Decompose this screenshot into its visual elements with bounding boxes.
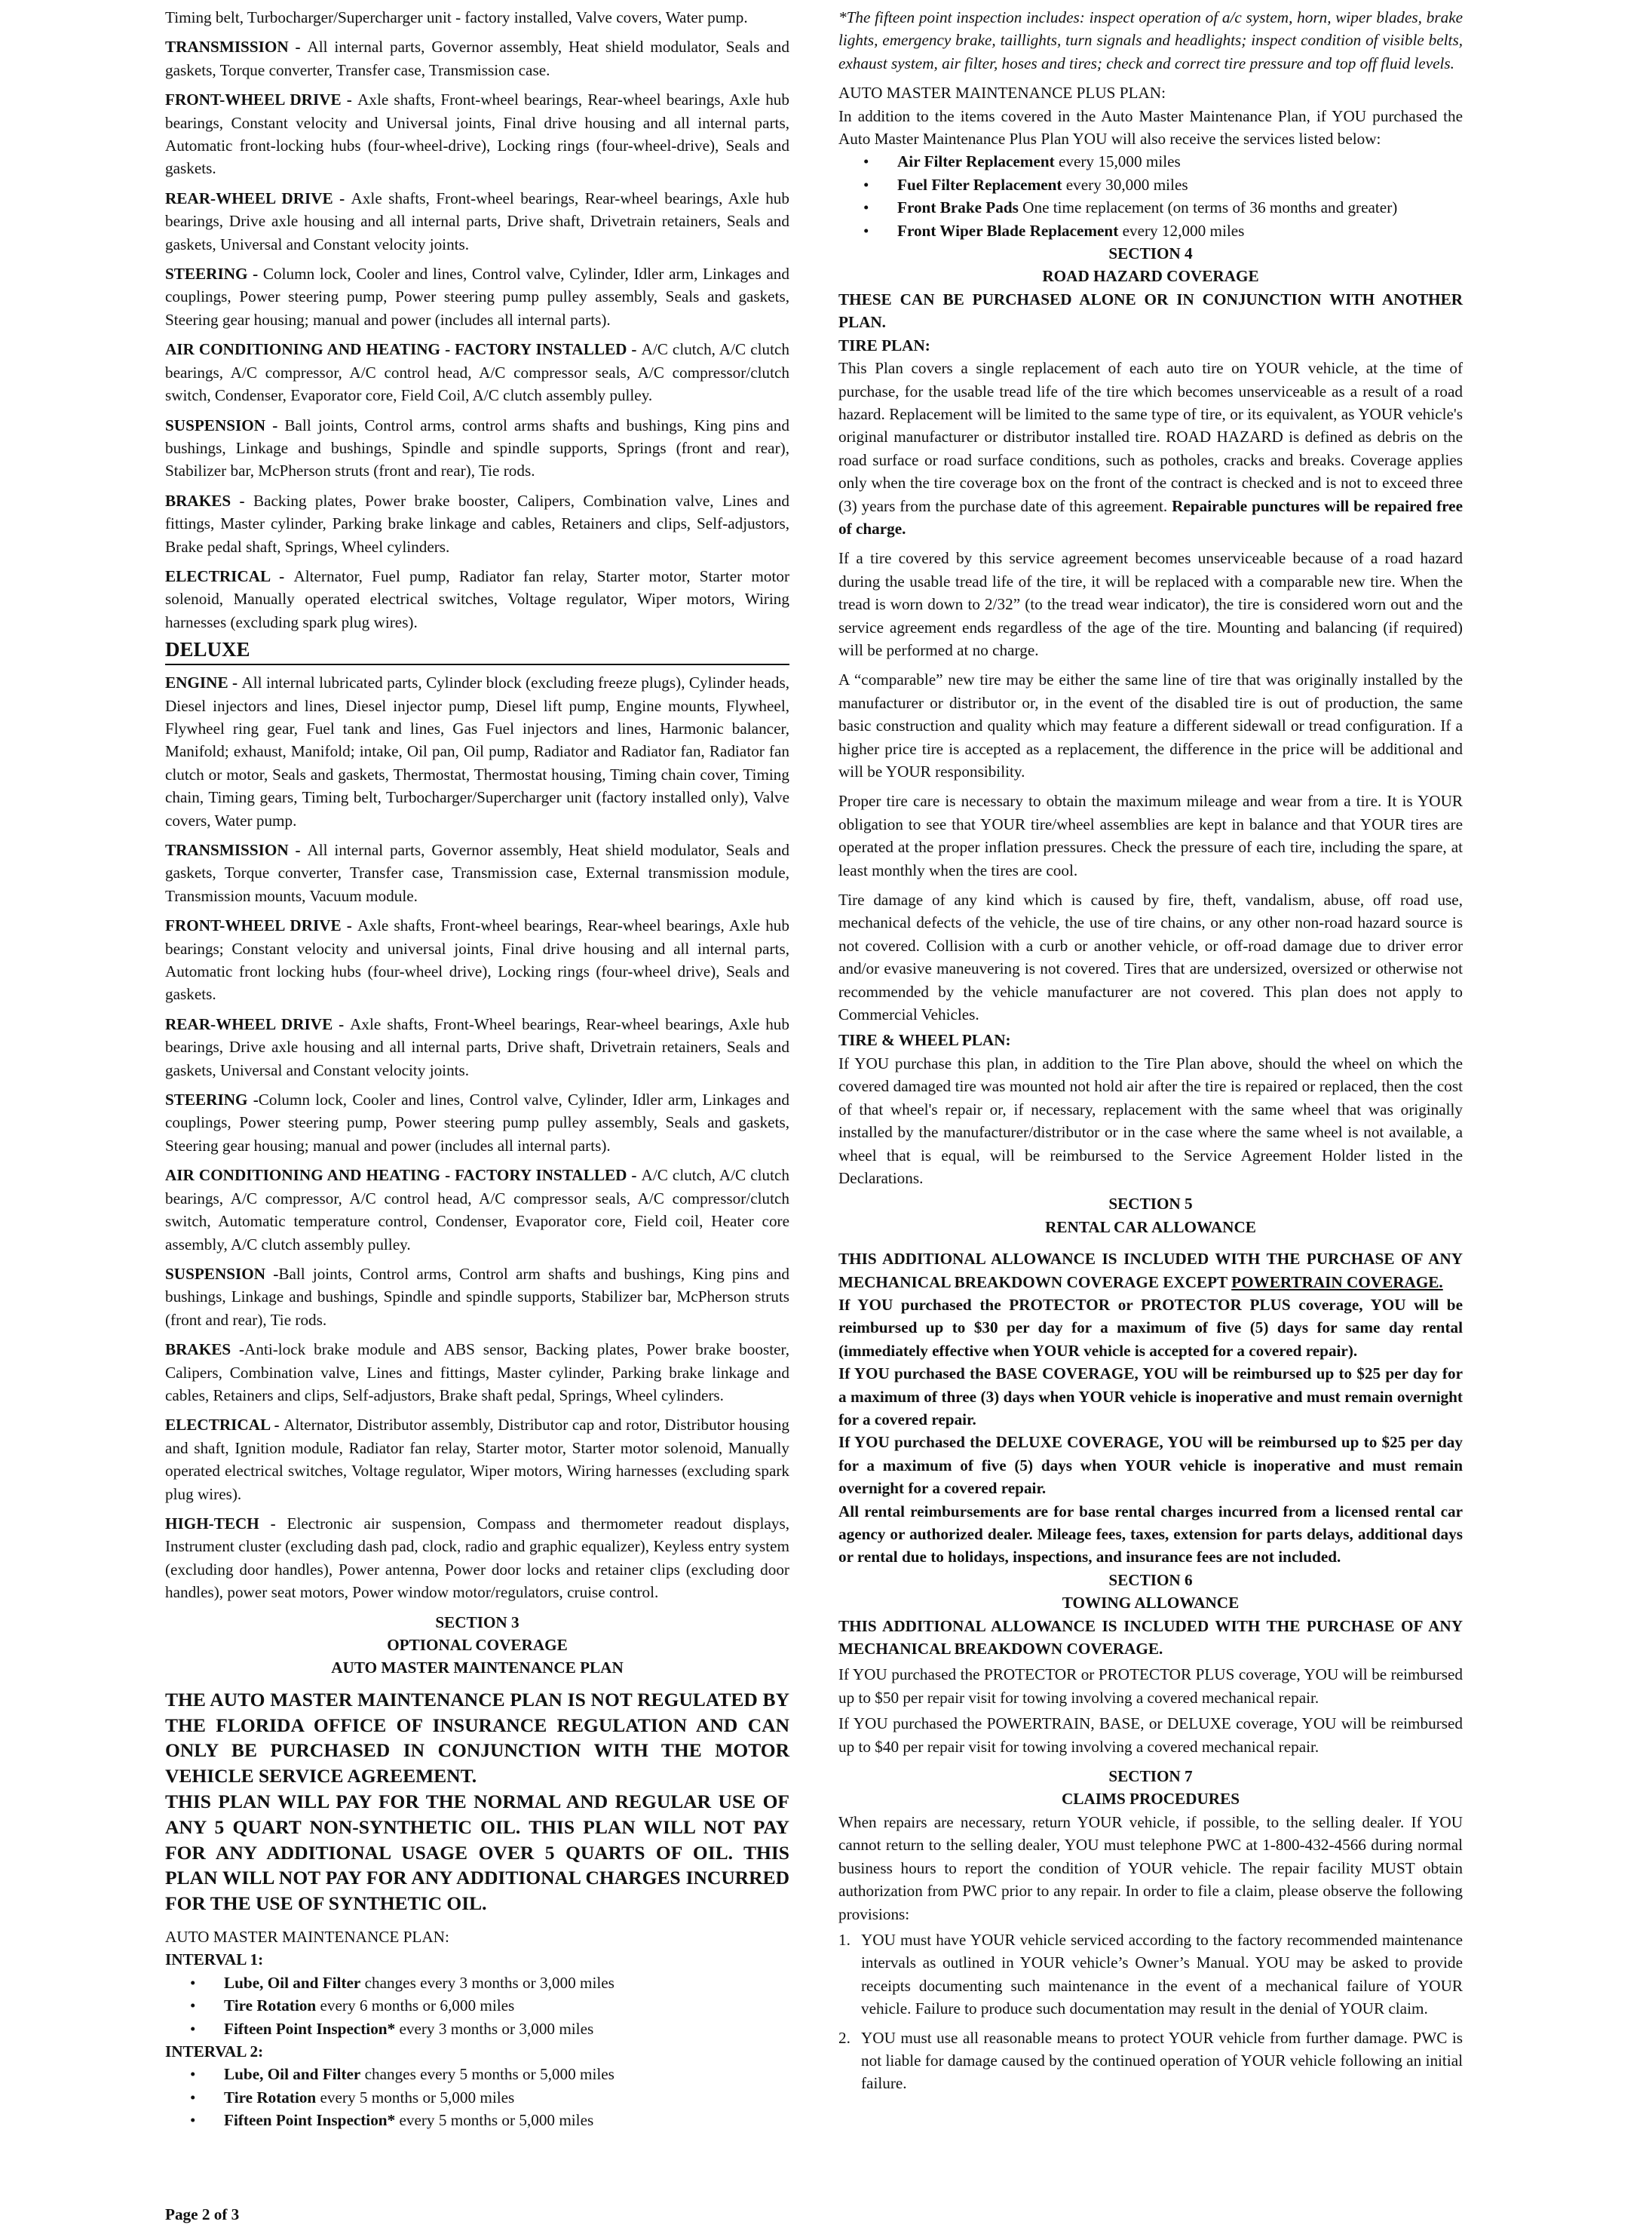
- section-title: AUTO MASTER MAINTENANCE PLAN: [331, 1659, 624, 1677]
- section-title: TOWING ALLOWANCE: [1062, 1594, 1240, 1612]
- section-4: [838, 242, 1463, 1189]
- page-number: Page 2 of 3: [165, 2205, 240, 2223]
- list-item: • Front Brake Pads One time replacement (on terms of 36 months and greater): [838, 196, 1463, 219]
- tire-wheel-plan-title: TIRE & WHEEL PLAN:: [838, 1031, 1011, 1050]
- plus-plan-title: AUTO MASTER MAINTENANCE PLUS PLAN:: [838, 84, 1166, 103]
- section-notice: THIS ADDITIONAL ALLOWANCE IS INCLUDED WITH THE PURCHASE OF ANY MECHANICAL BREAKDOWN COVERAGE.: [838, 1616, 1463, 1659]
- tire-plan-paragraph: If a tire covered by this service agreement becomes unserviceable because of a road hazard during the usable tread life of the tire, it will be replaced with a comparable new tire. When the tread is worn down to 2/32” (to the tread wear indicator), the tire is considered worn out and the service agreement ends regardless of the age of the tire. Mounting and balancing (if required) will be performed at no charge.: [838, 549, 1463, 659]
- coverage-item: BRAKES - Backing plates, Power brake booster, Calipers, Combination valve, Lines and fittings, Master cylinder, Parking brake linkage and cables, Retainers and clips, Self-adjustors, Brake pedal shaft, Springs, Wheel cylinders.: [165, 491, 790, 556]
- section-title: CLAIMS PROCEDURES: [1061, 1790, 1240, 1809]
- coverage-item: REAR-WHEEL DRIVE - Axle shafts, Front-wheel bearings, Rear-wheel bearings, Axle hub bearings, Drive axle housing and all internal parts, Drive shaft, Drivetrain retainers, Seals and gaskets, Universal and Constant velocity joints.: [165, 189, 789, 253]
- tire-plan-paragraph: This Plan covers a single replacement of each auto tire on YOUR vehicle, at the time of purchase, for the usable tread life of the tire which becomes unserviceable as a result of a road hazard. Replacement will be limited to the same type of tire, or its equivalent, as YOUR vehicle's original manufacturer or distributor installed tire. ROAD HAZARD is defined as debris on the road surface or road surface conditions, such as potholes, cracks and breaks. Coverage applies only when the tire coverage box on the front of the contract is checked and is not to exceed three (3) years from the purchase date of this agreement. Repairable punctures will be repaired free of charge.: [838, 359, 1463, 538]
- plus-plan-intro: In addition to the items covered in the Auto Master Maintenance Plan, if YOU purchased the Auto Master Maintenance Plus Plan YOU will also receive the services listed below:: [838, 106, 1463, 149]
- tire-plan-title: TIRE PLAN:: [838, 336, 930, 354]
- section-number: SECTION 7: [1108, 1767, 1193, 1786]
- coverage-item: ENGINE - All internal lubricated parts, Cylinder block (excluding freeze plugs), Cylinder heads, Diesel injectors and lines, Diesel injector pump, Diesel lift pump, Engine mounts, Flywheel, Flywheel ring gear, Fuel tank and lines, Gas Fuel injectors and lines, Harmonic balancer, Manifold; exhaust, Manifold; intake, Oil pan, Oil pump, Radiator and Radiator fan, Radiator fan clutch or motor, Seals and gaskets, Thermostat, Thermostat housing, Timing chain cover, Timing chain, Timing gears, Timing belt, Turbocharger/Supercharger unit (factory installed only), Valve covers, Water pump.: [165, 674, 789, 830]
- rental-paragraph: If YOU purchased the PROTECTOR or PROTECTOR PLUS coverage, YOU will be reimbursed up to $30 per day for a maximum of five (5) days for same day rental (immediately effective when YOUR vehicle is accepted for a covered repair).: [838, 1295, 1463, 1360]
- right-column: [838, 6, 1463, 2101]
- tire-wheel-plan-paragraph: If YOU purchase this plan, in addition to the Tire Plan above, should the wheel on which the covered damaged tire was mounted not hold air after the tire is repaired or replaced, then the cost of that wheel's repair or, if necessary, replacement with the same wheel that was originally installed by the manufacturer/distributor or in the case where the same wheel is not available, a wheel that is equal, will be reimbursed to the Service Agreement Holder listed in the Declarations.: [838, 1054, 1463, 1187]
- engine-continuation: Timing belt, Turbocharger/Supercharger unit - factory installed, Valve covers, Water pump.: [165, 8, 748, 26]
- list-item: • Fifteen Point Inspection* every 3 months or 3,000 miles: [165, 2018, 789, 2040]
- oil-notice: THIS PLAN WILL PAY FOR THE NORMAL AND REGULAR USE OF ANY 5 QUART NON-SYNTHETIC OIL. THIS PLAN WILL NOT PAY FOR ANY ADDITIONAL USAGE OVER 5 QUARTS OF OIL. THIS PLAN WILL NOT PAY FOR ANY ADDITIONAL CHARGES INCURRED FOR THE USE OF SYNTHETIC OIL.: [165, 1790, 789, 1915]
- list-item: • Tire Rotation every 6 months or 6,000 miles: [165, 1994, 789, 2017]
- base-coverage-list: [165, 35, 789, 634]
- list-item: • Fuel Filter Replacement every 30,000 miles: [838, 173, 1463, 196]
- plan-title: AUTO MASTER MAINTENANCE PLAN:: [165, 1927, 449, 1946]
- coverage-item: STEERING - Column lock, Cooler and lines, Control valve, Cylinder, Idler arm, Linkages and couplings, Power steering pump, Power steering pump pulley assembly, Seals and gaskets, Steering gear housing; manual and power (includes all internal parts).: [165, 265, 789, 329]
- section-number: SECTION 6: [1108, 1570, 1193, 1589]
- towing-paragraph: If YOU purchased the POWERTRAIN, BASE, or DELUXE coverage, YOU will be reimbursed up to $40 per repair visit for towing involving a covered mechanical repair.: [838, 1714, 1463, 1756]
- coverage-item: ELECTRICAL - Alternator, Distributor assembly, Distributor cap and rotor, Distributor housing and shaft, Ignition module, Radiator fan relay, Starter motor, Starter motor solenoid, Manually operated electrical switches, Voltage regulator, Wiper motors, Wiring harnesses (excluding spark plug wires).: [165, 1416, 789, 1503]
- list-item: • Lube, Oil and Filter changes every 3 months or 3,000 miles: [165, 1972, 789, 1994]
- list-item: • Air Filter Replacement every 15,000 miles: [838, 150, 1463, 173]
- section-subtitle: OPTIONAL COVERAGE: [387, 1636, 568, 1654]
- towing-paragraph: If YOU purchased the PROTECTOR or PROTECTOR PLUS coverage, YOU will be reimbursed up to $50 per repair visit for towing involving a covered mechanical repair.: [838, 1665, 1463, 1707]
- tire-plan-paragraph: Tire damage of any kind which is caused by fire, theft, vandalism, abuse, off road use, mechanical defects of the vehicle, the use of tire chains, or any other non-road hazard source is not covered. Collision with a curb or another vehicle, or off-road damage due to driver error and/or evasive maneuvering is not covered. Tires that are undersized, oversized or otherwise not recommended by the vehicle manufacturer are not covered. This plan does not apply to Commercial Vehicles.: [838, 891, 1463, 1024]
- list-item: • Tire Rotation every 5 months or 5,000 miles: [165, 2086, 789, 2109]
- rental-paragraph: All rental reimbursements are for base rental charges incurred from a licensed rental car agency or authorized dealer. Mileage fees, taxes, extension for parts delays, additional days or rental due to holidays, inspections, and insurance fees are not included.: [838, 1502, 1463, 1566]
- list-item: 1. YOU must have YOUR vehicle serviced according to the factory recommended maintenance intervals as outlined in YOUR vehicle’s Owner’s Manual. YOU may be asked to provide receipts documenting such maintenance in the event of a mechanical failure of YOUR vehicle. Failure to produce such documentation may result in the denial of YOUR claim.: [838, 1930, 1463, 2018]
- coverage-item: SUSPENSION - Ball joints, Control arms, control arms shafts and bushings, King pins and bushings, Linkage and bushings, Spindle and spindle supports, Springs (front and rear), Stabilizer bar, McPherson struts (front and rear), Tie rods.: [165, 416, 789, 480]
- section-number: SECTION 4: [1108, 244, 1193, 263]
- left-column: [165, 6, 789, 2132]
- rental-paragraph: If YOU purchased the DELUXE COVERAGE, YOU will be reimbursed up to $25 per day for a maximum of five (5) days when YOUR vehicle is inoperative and must remain overnight for a covered repair.: [838, 1433, 1463, 1498]
- tire-plan-paragraph: A “comparable” new tire may be either the same line of tire that was originally installed by the manufacturer or distributor or, in the event of the disabled tire is out of production, the same basic construction and quality which may feature a different sidewall or tread configuration. If a higher price tire is accepted as a replacement, the difference in the price will be additional and will be YOUR responsibility.: [838, 670, 1463, 781]
- coverage-item: STEERING -Column lock, Cooler and lines, Control valve, Cylinder, Idler arm, Linkages and couplings, Power steering pump, Power steering pump pulley assembly, Seals and gaskets, Steering gear housing; manual and power (includes all internal parts).: [165, 1091, 789, 1155]
- plus-plan-list: [838, 150, 1463, 242]
- regulation-notice: THE AUTO MASTER MAINTENANCE PLAN IS NOT REGULATED BY THE FLORIDA OFFICE OF INSURANCE REGULATION AND CAN ONLY BE PURCHASED IN CONJUNCTION WITH THE MOTOR VEHICLE SERVICE AGREEMENT.: [165, 1688, 789, 1787]
- list-item: • Front Wiper Blade Replacement every 12,000 miles: [838, 219, 1463, 242]
- section-number: SECTION 3: [435, 1612, 520, 1631]
- section-5: [838, 1192, 1463, 1569]
- section-3: [165, 1611, 789, 2132]
- interval-1-list: [165, 1972, 789, 2040]
- section-title: RENTAL CAR ALLOWANCE: [1045, 1217, 1256, 1236]
- coverage-item: FRONT-WHEEL DRIVE - Axle shafts, Front-wheel bearings, Rear-wheel bearings, Axle hub bearings, Constant velocity and Universal joints, Final drive housing and all internal parts, Automatic front-locking hubs (four-wheel-drive), Locking rings (four-wheel-drive), Seals and gaskets.: [165, 91, 789, 178]
- interval-2-list: [165, 2063, 789, 2131]
- rental-paragraph: If YOU purchased the BASE COVERAGE, YOU will be reimbursed up to $25 per day for a maximum of three (3) days when YOUR vehicle is inoperative and must remain overnight for a covered repair.: [838, 1364, 1463, 1428]
- coverage-item: AIR CONDITIONING AND HEATING - FACTORY INSTALLED - A/C clutch, A/C clutch bearings, A/C compressor, A/C control head, A/C compressor seals, A/C compressor/clutch switch, Automatic temperature control, Condenser, Evaporator core, Field coil, Heater core assembly, A/C clutch assembly pulley.: [165, 1166, 789, 1253]
- section-notice: THIS ADDITIONAL ALLOWANCE IS INCLUDED WITH THE PURCHASE OF ANY MECHANICAL BREAKDOWN COVERAGE EXCEPT POWERTRAIN COVERAGE.: [838, 1250, 1463, 1291]
- coverage-item: SUSPENSION -Ball joints, Control arms, Control arm shafts and bushings, King pins and bushings, Linkage and bushings, Spindle and spindle supports, Stabilizer bar, McPherson struts (front and rear), Tie rods.: [165, 1264, 790, 1329]
- deluxe-heading: DELUXE: [165, 637, 789, 665]
- coverage-item: TRANSMISSION - All internal parts, Governor assembly, Heat shield modulator, Seals and gaskets, Torque converter, Transfer case, Transmission case, External transmission module, Transmission mounts, Vacuum module.: [165, 841, 789, 905]
- section-number: SECTION 5: [1108, 1195, 1193, 1214]
- interval-1-title: INTERVAL 1:: [165, 1950, 264, 1969]
- coverage-item: REAR-WHEEL DRIVE - Axle shafts, Front-Wheel bearings, Rear-wheel bearings, Axle hub bearings, Drive axle housing and all internal parts, Drive shaft, Drivetrain retainers, Seals and gaskets, Universal and Constant velocity joints.: [165, 1014, 789, 1079]
- section-notice: THESE CAN BE PURCHASED ALONE OR IN CONJUNCTION WITH ANOTHER PLAN.: [838, 290, 1463, 332]
- coverage-item: TRANSMISSION - All internal parts, Governor assembly, Heat shield modulator, Seals and gaskets, Torque converter, Transfer case, Transmission case.: [165, 38, 789, 79]
- claims-intro: When repairs are necessary, return YOUR vehicle, if possible, to the selling dealer. If YOU cannot return to the selling dealer, YOU must telephone PWC at 1-800-432-4566 during normal business hours to report the condition of YOUR vehicle. The repair facility MUST obtain authorization from PWC prior to any repair. In order to file a claim, please observe the following provisions:: [838, 1812, 1463, 1923]
- claims-list: [838, 1929, 1463, 2095]
- coverage-item: BRAKES -Anti-lock brake module and ABS sensor, Backing plates, Power brake booster, Calipers, Combination valve, Lines and fittings, Master cylinder, Parking brake linkage and cables, Retainers and clips, Self-adjustors, Brake shaft pedal, Springs, Wheel cylinders.: [165, 1340, 789, 1404]
- section-7: [838, 1765, 1463, 2095]
- coverage-item: HIGH-TECH - Electronic air suspension, Compass and thermometer readout displays, Instrument cluster (excluding dash pad, clock, radio and graphic equalizer), Keyless entry system (excluding door handles), Power antenna, Power door locks and retainer clips (excluding door handles), power seat motors, Power window motor/regulators, cruise control.: [165, 1514, 789, 1602]
- section-title: ROAD HAZARD COVERAGE: [1042, 267, 1259, 286]
- section-6: [838, 1569, 1463, 1758]
- coverage-item: FRONT-WHEEL DRIVE - Axle shafts, Front-wheel bearings, Rear-wheel bearings, Axle hub bearings; Constant velocity and universal joints, Final drive housing and all internal parts, Automatic front locking hubs (four-wheel drive), Locking rings (four-wheel drive), Seals and gaskets.: [165, 916, 789, 1004]
- coverage-item: ELECTRICAL - Alternator, Fuel pump, Radiator fan relay, Starter motor, Starter motor solenoid, Manually operated electrical switches, Voltage regulator, Wiper motors, Wiring harnesses (excluding spark plug wires).: [165, 566, 790, 631]
- inspection-note: *The fifteen point inspection includes: inspect operation of a/c system, horn, wiper blades, brake lights, emergency brake, taillights, turn signals and headlights; inspect condition of visible belts, exhaust system, air filter, hoses and tires; check and correct tire pressure and top off fluid levels.: [838, 8, 1463, 72]
- list-item: • Lube, Oil and Filter changes every 5 months or 5,000 miles: [165, 2063, 789, 2085]
- interval-2-title: INTERVAL 2:: [165, 2042, 264, 2061]
- tire-plan-paragraph: Proper tire care is necessary to obtain the maximum mileage and wear from a tire. It is YOUR obligation to see that YOUR tire/wheel assemblies are kept in balance and that YOUR tires are operated at the proper inflation pressures. Check the pressure of each tire, including the spare, at least monthly when the tires are cool.: [838, 792, 1463, 879]
- coverage-item: AIR CONDITIONING AND HEATING - FACTORY INSTALLED - A/C clutch, A/C clutch bearings, A/C compressor, A/C control head, A/C compressor seals, A/C compressor/clutch switch, Condenser, Evaporator core, Field Coil, A/C clutch assembly pulley.: [165, 340, 789, 405]
- list-item: 2. YOU must use all reasonable means to protect YOUR vehicle from further damage. PWC is not liable for damage caused by the continued operation of YOUR vehicle following an initial failure.: [838, 2028, 1463, 2093]
- list-item: • Fifteen Point Inspection* every 5 months or 5,000 miles: [165, 2109, 789, 2131]
- deluxe-coverage-list: [165, 671, 789, 1603]
